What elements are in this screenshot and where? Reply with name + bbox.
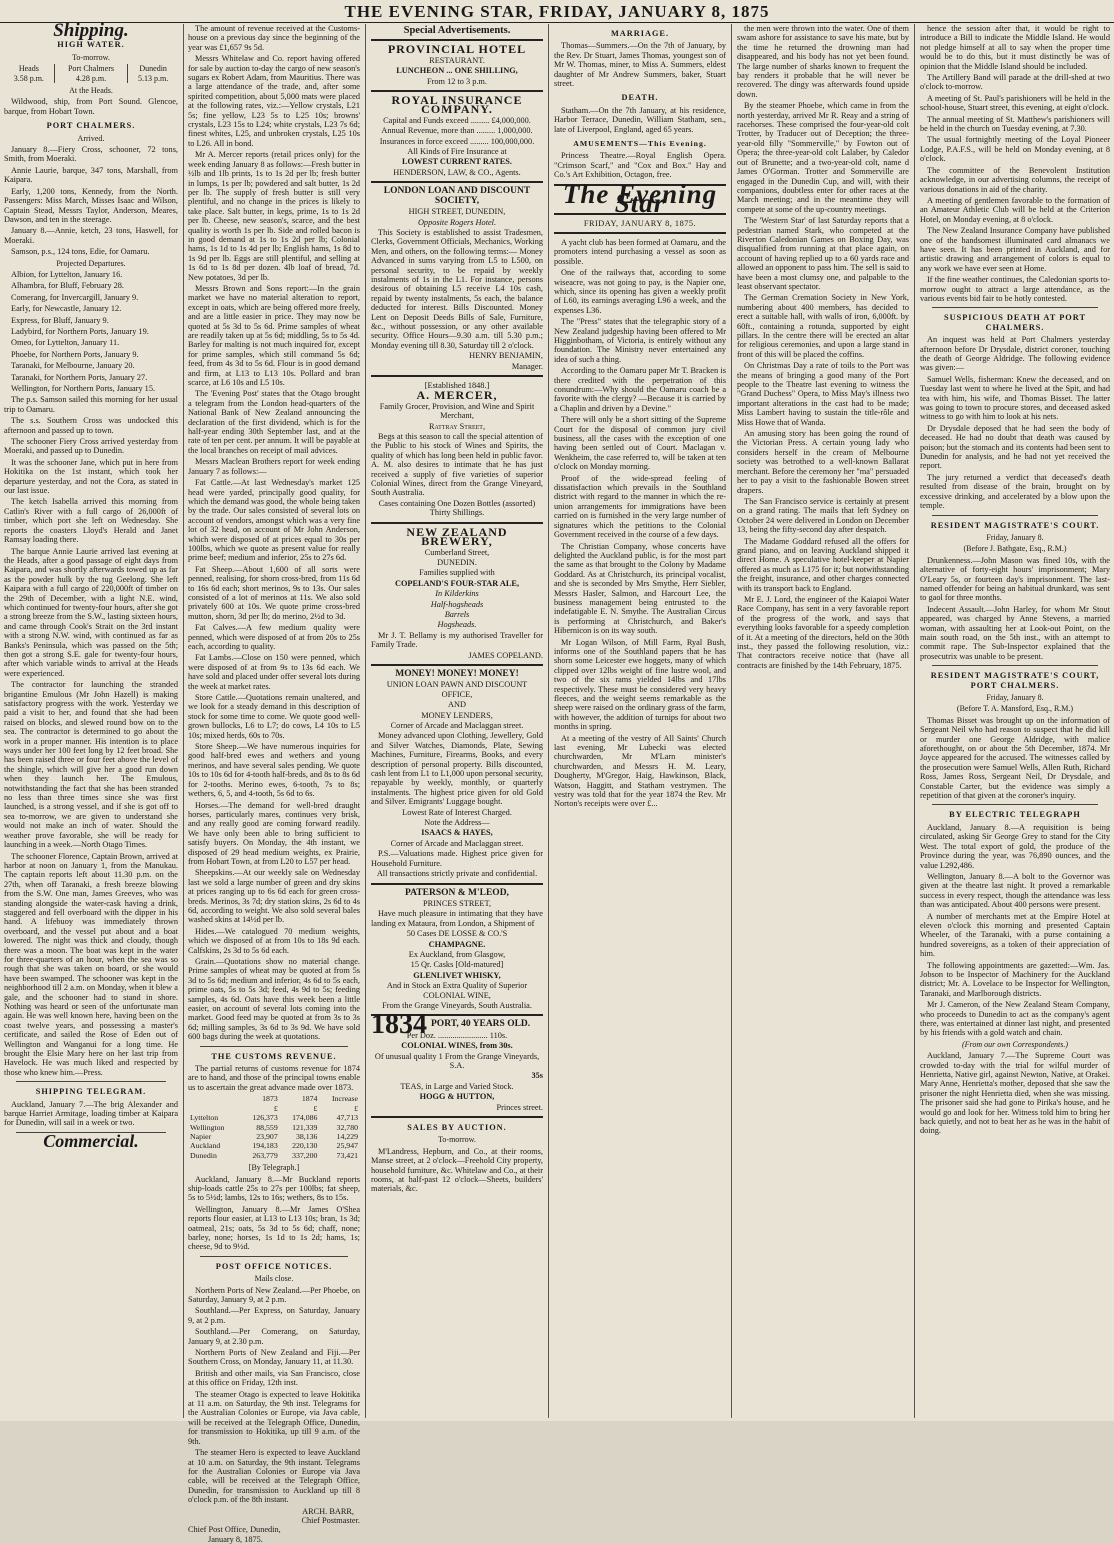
paragraph: Grain.—Quotations show no material change. Prime samples of wheat may be quoted at from 5s 3d to 5s 6d; medium and inferior, 4s 6d to 5s each, prime oats, 5s to 5s 3d; feed, 4s 9d to 5s; feeding samples, 4s 6d. Oats have this week been a little easier, on account of several lots coming into the market. Good feed may be quoted at from 3s to 3s 6d; milling samples, 3s 6d to 3s 9d. We have sold 600 bags during the week at quotations. [188,957,360,1042]
paragraph: Messrs Whitelaw and Co. report having offered for sale by auction to-day the cargo of new season's sugars ex Robert Adam, from Mauritius. There was a large attendance of the trade, and, after some spirited competition, about 5,000 mats were placed at the following rates, viz.:—Yellow crystals, L21 5s; fine yellow, L23 5s to L25 10s; browns' crystals, L23 15s to L24; white crystals, L23 7s 6d; finest whites, L25, and unbroken crystals, L25 10s to L26. All in bond. [188,54,360,148]
suspicious-death-body [920,335,1110,510]
column-rule [183,24,184,1418]
commercial-body [188,24,360,1042]
projected-title: Projected Departures. [56,258,126,268]
paragraph: The s.s. Southern Cross was undocked this afternoon and passed up to town. [4,416,178,435]
ad-body: Begs at this season to call the special attention of the Public to his stock of Wines and Spirits, the quality of which has long been held in public favor. A. M. also desires to intimate that he has just received a supply of five varieties of superior Colonial Wines, direct from the Grange Vineyard, South Australia. [371,432,543,498]
shipping-telegram-title: SHIPPING TELEGRAM. [35,1087,147,1097]
shipping-heading: Shipping. [53,20,129,41]
marriage-text: Thomas—Summers.—On the 7th of January, by the Rev. Dr Stuart, James Thomas, youngest son of Mr W. Thomas, miner, to Miss A. Summers, eldest daughter of Mr Andrew Summers, baker, Stuart street. [554,41,726,89]
paragraph: Albion, for Lyttelton, January 16. [11,269,123,279]
telegraph-list [188,1175,360,1252]
table-cell: 38,136 [295,1131,318,1141]
paragraph: Dr Drysdale deposed that he had seen the body of deceased. He had no doubt that death was caused by poison; but the stomach and its contents had been sent to Dunedin for analysis, and he had not yet received the report. [920,423,1110,471]
paragraph: Indecent Assault.—John Harley, for whom Mr Stout appeared, was charged by Anne Stevens, a married woman, with assaulting her at Look-out Point, on the main south road, on the 5th inst., with an attempt to commit rape. The Sub-Inspector explained that the prosecutrix was unable to be present. [920,604,1110,661]
masthead [0,0,1114,23]
table-cell: Increase [332,1094,358,1104]
tide-table [4,64,178,83]
customs-intro: The partial returns of customs revenue for 1874 are to hand, and those of the principal towns enable us to ascertain the great advance made over 1873. [188,1064,360,1092]
column-news [737,24,909,1418]
table-cell: Wellington [190,1122,225,1132]
table-cell: 14,229 [336,1131,358,1141]
divider [554,232,726,234]
ad-body: This Society is established to assist Tradesmen, Clerks, Government Officials, Mechanics, Working Men, and others, on the following terms:— Money Advanced in sums varying from L5 to L500, on personal security, to be repaid by weekly instalments of 1s in the L1. For instance, persons desirous of obtaining L5 receive L4 10s cash, repaid by twenty instalments, 5s each, the balance deducted for interest. Bills Discounted. Money Lent on Deposit Deeds Bills of Sale, Furniture, &c., without possession, or any other available security. Office Hours—9.30 a.m. till 5.30 p.m.; Monday evening till 8.30, Saturday till 2 o'clock. [371,227,543,350]
table-cell: 121,339 [292,1122,318,1132]
paragraph: Mr E. J. Lord, the engineer of the Kaiapoi Water Race Company, has sent in a very favorable report of the progress of the work, and says that everything looks favorable for a speedy completion of it. At a meeting of the directors, held on the 30th inst., they passed the following resolution, viz.: That contractors receive notice that (have all contracts are finished by the 14th February, 1875. [737,594,909,670]
paragraph: Ladybird, for Northern Ports, January 19. [11,326,149,336]
ad-line: Ex Auckland, from Glasgow, [408,949,506,959]
ad-mercer [371,381,543,518]
divider [371,522,543,524]
paragraph: The "Press" states that the telegraphic story of a New Zealand judgeship having been offered to Mr Higginbotham, of Victoria, is entirely without any foundation. The Ministry never entertained any idea of such a thing. [554,317,726,364]
paragraph: Fat Sheep.—About 1,600 of all sorts were penned, realising, for shorn cross-bred, from 11s 6d to 16s 6d each; short merinos, 9s to 13s. Our sales consisted of a lot of merinos at 11s. We also sold privately 600 at 10s. We quote prime cross-bred mutton, shorn, 3d per lb; do merino, 2½d to 3d. [188,564,360,621]
divider [932,804,1098,805]
paragraph: The Christian Company, whose concerts have delighted the Auckland public, is for the most part the same as that brought to the Colony by Madame Goddard. As at Christchurch, its principal vocalist, and she is seconded by Mrs Smythe, Herr Siebler, Messrs Hasler, Salmon, and Harcourt Lee, the business management being entrusted to the indefatigable E. N. Smythe. The Australian Circus is performing at Christchurch, and Baker's Hibernicon is on its way south. [554,541,726,636]
paragraph: The San Francisco service is certainly at present on a grand rating. The mails that left Sydney on October 24 were delivered in London on December 13, being the fifty-second day after despatch. [737,496,909,535]
paragraph: A meeting of gentlemen favorable to the formation of an Amateur Athletic Club will be held at the Criterion Hotel, on Monday evening, at 8 o'clock. [920,195,1110,224]
paragraph: Wellington, January 8.—Mr James O'Shea reports flour easier, at L13 to L13 10s; bran, 1s 3d; oatmeal, 21s; oats, 5s 3d to 5s 6d; chaff, none; barley, none; horses, 1s 1d to 1s 2d; hams, 1s; cheese, 9d to 9½d. [188,1204,360,1252]
column-advertisements [371,24,543,1418]
editorial-date: FRIDAY, JANUARY 8, 1875. [583,218,697,228]
ad-money [371,670,543,879]
post-signed-role: Chief Postmaster. [301,1515,360,1525]
at-heads-title: At the Heads. [69,86,113,96]
ad-line: Barrels [444,609,470,619]
paragraph: Wellington, for Northern Ports, January 15. [11,384,156,393]
paragraph: Sheepskins.—At our weekly sale on Wednesday last we sold a large number of green and dry skins at prices ranging up to 6s 6d each for green cross-breds. Merinos, 3s 7d; dry station skins, 2s 6d to 4s 6d, according to weight. We also sold several bales washed skins at 14½d per lb. [188,868,360,925]
ad-body: Mr J. T. Bellamy is my authorised Traveller for Family Trade. [371,630,543,650]
ad-line: HENDERSON, LAW, & CO., Agents. [393,167,521,177]
divider [371,664,543,666]
customs-title: THE CUSTOMS REVENUE. [211,1051,337,1061]
news-body-2 [920,24,1110,303]
electric-telegraph-title: BY ELECTRIC TELEGRAPH [949,810,1081,820]
divider [932,515,1098,516]
divider [371,39,543,41]
paragraph: Northern Ports of New Zealand.—Per Phoebe, on Saturday, January 9, at 2 p.m. [188,1285,360,1304]
ad-sign: HENRY BENJAMIN, [469,351,543,361]
ad-line: 15 Qr. Casks [Old-matured] [410,960,504,970]
ad-line: Family Grocer, Provision, and Wine and Spirit Merchant, [379,401,535,421]
ad-body: P.S.—Valuations made. Highest price given for Household Furniture. [371,849,543,868]
ad-line: From the Grange Vineyards, South Australia. [382,1000,532,1010]
paragraph: A number of merchants met at the Empire Hotel at eleven o'clock this morning and presented Captain Wheeler, of the Taranaki, with a purse containing a hundred sovereigns, as a token of their appreciation of him. [920,911,1110,959]
table-cell: 1873 [262,1094,278,1104]
amusements-text: Princess Theatre.—Royal English Opera. "Crimson Scarf," and "Cox and Box." Hay and Co.'s Art Exhibition, Octagon, free. [554,151,726,180]
paragraph: The New Zealand Insurance Company have published one of the handsomest illuminated card almanacs we have seen. It has been printed in Auckland, and for artistic drawing and arrangement of colors is equal to any work we have ever seen at Home. [920,226,1110,273]
table-cell: £ [354,1103,358,1113]
paragraph: hence the session after that, it would be right to introduce a Bill to indicate the Middle Island. He would not pledge himself at all to say when the proper time would be to do this, but it must distinctly be was of opinion that the Middle Island should be included. [920,24,1110,71]
paragraph: Southland.—Per Express, on Saturday, January 9, at 2 p.m. [188,1306,360,1325]
divider [371,181,543,183]
tide-val-heads: 3.58 p.m. [13,73,44,83]
amusements-title: AMUSEMENTS—This Evening. [573,139,707,149]
table-row [188,1132,360,1141]
divider [200,1256,348,1257]
paragraph: the men were thrown into the water. One of them swam ashore for assistance to save his mate, but by the time he returned the drowning man had disappeared, and his body has not yet been found. The large number of sharks known to frequent the bay renders it probable that he will never be recovered. The dingy was afterwards found upside down. [737,24,909,99]
paragraph: There will only be a short sitting of the Supreme Court for the disposal of common jury civil business, all the cases with the exception of one having been settled out of Court. Maclagan v. Wenkheim, the case referred to, will be taken at ten o'clock on Monday morning. [554,415,726,472]
ad-line: UNION LOAN PAWN AND DISCOUNT OFFICE, [386,680,528,699]
table-cell: 220,130 [292,1141,318,1151]
rm-court-date: Friday, January 8. [986,532,1044,542]
paragraph: The 'Western Star' of last Saturday reports that a pedestrian named Stark, who competed at the Riverton Caledonian Games on Boxing Day, was disqualified from running at that place again, on account of having replied up to a 60 yards race and allowed an opponent to pass him. The sell is said to have been a most clumsy one, and palpable to the least observant spectator. [737,216,909,291]
paragraph: Taranaki, for Melbourne, January 20. [11,361,135,371]
ad-line: Families supplied with [419,568,495,578]
column-rule [365,24,366,1418]
divider [16,1081,166,1082]
ad-title: NEW ZEALAND BREWERY, [406,524,508,549]
paragraph: The p.s. Samson sailed this morning for her usual trip to Oamaru. [4,395,178,414]
paragraph: According to the Oamaru paper Mr T. Bracken is there credited with the perpetration of this conundrum:—Why should the Oamaru coach be a favorite with the clergy? —Because it is carried by a Chaplin and driven by a Devine." [554,366,726,413]
tide-col-port: Port Chalmers [54,64,128,73]
table-cell: 32,780 [336,1122,358,1132]
ad-line: Annual Revenue, more than ......... 1,000,000. [381,126,533,136]
paragraph: Wellington, January 8.—A bolt to the Governor was given at the theatre last night. It proved a remarkable success in every respect, though the attendance was less than was anticipated. About 400 persons were present. [920,871,1110,910]
pc-court-date: Friday, January 8. [986,693,1044,702]
paragraph: Express, for Bluff, January 9. [11,315,109,325]
paragraph: Annie Laurie, barque, 347 tons, Marshall, from Kaipara. [4,165,178,185]
ad-title: LONDON LOAN AND DISCOUNT SOCIETY, [383,186,531,206]
correspondents-text: Auckland, January 7.—The Supreme Court was crowded to-day with the trial for wilful murder of Henrietta, Native girl, against Newton, Native, at Orakei. Mary Anne, Henrietta's mother, deposed that she saw the prisoner the night Henrietta died, when she was missing. The prisoner said she had gone to Pirika's house, and he would go and look for her. Witness told him to bring her back quietly, and not to beat her as he was in the habit of doing. [920,1051,1110,1136]
paragraph: January 8.—Annie, ketch, 23 tons, Haswell, for Moeraki. [4,226,178,245]
ad-title: MONEY! MONEY! MONEY! [395,668,519,679]
paragraph: January 8.—Fiery Cross, schooner, 72 tons, Smith, from Moeraki. [4,145,178,164]
paragraph: Horses.—The demand for well-bred draught horses, particularly mares, continues very brisk, and any really good are coming forward readily. We have only been able to bring sufficient to satisfy buyers. On Monday, the 4th instant, we disposed of 29 head medium weights, ex Prairie, from Hobart Town, at from L20 to L57 per head. [188,800,360,866]
rm-court-title: RESIDENT MAGISTRATE'S COURT. [930,520,1100,530]
paragraph: A yacht club has been formed at Oamaru, and the promoters intend purchasing a vessel as soon as possible. [554,237,726,266]
masthead-title: THE EVENING STAR, FRIDAY, JANUARY 8, 1875 [344,2,770,21]
tide-col-dunedin: Dunedin [128,64,178,73]
column-rule [548,24,549,1418]
ad-line: Hogsheads. [437,620,477,630]
column-shipping [4,20,178,1418]
table-cell: Auckland [190,1141,221,1151]
sales-title: SALES BY AUCTION. [407,1123,507,1133]
projected-list [4,270,178,393]
paragraph: At a meeting of the vestry of All Saints' Church last evening, Mr Lubecki was elected churchwarden, Mr M'Larn minister's churchwarden, and Messrs H. M. Leary, Dougherty, M'Gregor, Haig, Hawkinson, Black, Watson, Haggitt, and Statham vestrymen. The vestry was told that for the year 1874 the Rev. Mr Norton's receipts were over £... [554,733,726,809]
paragraph: If the fine weather continues, the Caledonian sports to-morrow ought to attract a large attendance, as the various events bid fair to be hotly contested. [920,275,1110,303]
paragraph: Phoebe, for Northern Ports, January 9. [11,349,139,359]
paragraph: Fat Cattle.—At last Wednesday's market 125 head were yarded, principally good quality, for which the demand was good, the whole being taken by the trade. Our sales consisted of several lots on account of vendors, amongst which was a very fine lot of 32 head, on account of Mr John Anderson, which were disposed of at prices equal to 30s per 100lbs, which we quote as present value for really prime beef; medium and inferior, 25s to 27s 6d. [188,478,360,563]
divider [371,375,543,377]
ad-line: TEAS, in Large and Varied Stock. [400,1081,514,1091]
table-cell: 1874 [301,1094,318,1104]
correspondents-note: (From our own Correspondents.) [961,1039,1069,1049]
commercial-heading: Commercial. [43,1130,139,1151]
port-chalmers-title: PORT CHALMERS. [46,121,136,131]
paragraph: The amount of revenue received at the Customs-house on a previous day since the beginning of the year was £1,657 9s 5d. [188,24,360,52]
ad-title: ROYAL INSURANCE COMPANY. [391,93,523,117]
paragraph: By the steamer Phoebe, which came in from the north yesterday, arrived Mr R. Reay and a string of racehorses. These comprised the four-year-old colt Trotter, by Traducer out of Deception; the three-year-old filly "Sommerville," by Fowton out of Opera; the three-year-old colt Lalaber, by Caledor out of Brunette; and a two-year-old colt, name d James O'Gorman. Trotter and Sommerville are engaged in the Dunedin Cup, and will, with their companions, doubtless enter for other races at the March meeting; and in the meantime they will compete at some of the up-country meetings. [737,101,909,214]
paragraph: The Madame Goddard refused all the offers for grand piano, and on leaving Auckland shipped it direct Home. A speculative hotel-keeper at Napier offered as much as L175 for it; but notwithstanding the freight, insurance, and other charges connected with its transport back to England. [737,536,909,593]
paragraph: Samson, p.s., 124 tons, Edie, for Oamaru. [11,247,150,257]
paragraph: The German Cremation Society in New York, numbering about 400 members, has decided to erect a suitable hall, with walls of iron, 6,000ft. by 60ft., containing a rotunda, supported by eight pillars. In the centre there will be erected an altar for religious ceremonies, and upon a large stand in front of this will be placed the coffins. [737,293,909,359]
death-text: Statham.—On the 7th January, at his residence, Harbor Terrace, Dunedin, William Statham, sen., late of Liverpool, England, aged 65 years. [554,105,726,134]
arrived-list [4,145,178,256]
paragraph: An inquest was held at Port Chalmers yesterday afternoon before Dr Drysdale, district coroner, touching the death of George Aldridge. The following evidence was given:— [920,335,1110,373]
at-heads-text: Wildwood, ship, from Port Sound. Glencoe, barque, from Hobart Town. [4,97,178,116]
table-cell: £ [273,1103,278,1113]
paragraph: One of the railways that, according to some wiseacre, was not going to pay, is the Napier one, which, since its opening has given a weekly profit of L60, its earnings averaging L96 a week, and the expenses L36. [554,268,726,315]
post-list [188,1286,360,1505]
paragraph: The contractor for launching the stranded brigantine Emulous (Mr John Hazell) is making satisfactory progress with the work. Yesterday we paid a visit to her, and found that she had been raised on blocks, and slewed round bow on to the sea. The contractor is determined to go about the work in a proper manner. His intention is to place ways under her 100 feet long by 12 feet broad. She has been raised three or four feet above the level of the shingle, which will give her a good run down when they launch her. The Emulous, notwithstanding the fact that she has been stranded no less than three times since she was first launched, is a strong vessel, and if she is got off to sea to-morrow, we are given to understand she would not make an inch of water. Should the weather prove favorable, she will be ready for launching in a week.—North Otago Times. [4,680,178,850]
column-editorial [554,24,726,1418]
arrived-title: Arrived. [77,133,105,143]
ad-line: Lowest Rate of Interest Charged. [402,807,512,817]
marriage-title: MARRIAGE. [610,29,670,38]
paragraph: Alhambra, for Bluff, February 28. [11,281,124,291]
paragraph: The schooner Fiery Cross arrived yesterday from Moeraki, and passed up to Dunedin. [4,437,178,456]
evening-star-masthead: The Evening Star [562,178,718,219]
ad-sign: JAMES COPELAND. [468,650,543,660]
ad-sign-role: Manager. [511,361,543,371]
editorial-body [554,238,726,809]
paragraph: It was the schooner Jane, which put in here from Hokitika on the 1st instant, which took her departure yesterday, and not the Cora, as stated in our last issue. [4,457,178,496]
paragraph: Auckland, January 8.—Mr Buckland reports ship-loads cattle 25s to 27s per 100lbs; fat sheep, 5s to 5½d; lambs, 12s to 16s; wethers, 8s to 15s. [188,1174,360,1203]
divider [932,307,1098,308]
ad-title: PROVINCIAL HOTEL [387,42,527,57]
paragraph: Southland.—Per Comerang, on Saturday, January 9, at 2.30 p.m. [188,1327,360,1346]
divider [932,665,1098,666]
table-cell: 73,421 [336,1150,358,1160]
ad-title: PORT, 40 YEARS OLD. [431,1019,531,1030]
table-row [188,1123,360,1132]
ad-line: Cases containing One Dozen Bottles (assorted) Thirty Shillings. [378,498,536,518]
paragraph: The steamer Otago is expected to leave Hokitika at 11 a.m. on Saturday, the 9th inst. Telegrams for the Australian Colonies or Europe, via Java cable, will be received at the Telegraph Office, Dunedin, for transmission to Hokitika, up till 9 a.m. of the 9th. [188,1389,360,1446]
table-cell: Napier [190,1131,212,1141]
electric-telegraph-body [920,823,1110,1038]
ad-line: PRINCES STREET, [422,898,492,908]
ad-line: ISAACS & HAYES, [421,828,493,838]
paragraph: The usual fortnightly meeting of the Loyal Pioneer Lodge, P.A.F.S., will be held on Monday evening, at 8 o'clock. [920,135,1110,164]
sales-text: M'Landress, Hepburn, and Co., at their rooms, Manse street, at 2 o'clock—Freehold City property, household furniture, &c. Whitelaw and Co., at their rooms, at half-past 12 o'clock—Sheets, builders' materials, &c. [371,1146,543,1194]
paragraph: Taranaki, for Northern Ports, January 27. [11,372,148,382]
ad-body: Have much pleasure in intimating that they have landing ex Mataura, from London, a Shipment of [371,909,543,928]
ad-nz-brewery [371,524,543,660]
mails-close: Mails close. [254,1274,294,1284]
paragraph: The committee of the Benevolent Institution acknowledge, in our advertising columns, the receipt of various donations in aid of the charity. [920,165,1110,194]
ad-line: Opposite Rogers Hotel. [417,217,497,227]
table-cell: 47,713 [336,1113,358,1123]
death-title: DEATH. [621,93,659,103]
ad-year: 1834 [371,1009,427,1041]
column-rule [731,24,732,1418]
table-cell: 126,373 [252,1113,278,1123]
ad-line: Per Doz. ........................ 110s. [406,1030,508,1040]
rm-court-body [920,556,1110,661]
ad-line: Of unusual quality 1 From the Grange Vineyards, S.A. [374,1051,540,1070]
table-cell: 337,200 [292,1150,318,1160]
sales-subtitle: To-morrow. [438,1135,476,1145]
paragraph: British and other mails, via San Francisco, close at this office on Friday, 12th inst. [188,1368,360,1388]
table-cell [188,1104,240,1113]
column-courts [920,24,1110,1418]
table-row [188,1151,360,1160]
paragraph: Mr J. Cameron, of the New Zealand Steam Company, who proceeds to Dunedin to act as the company's agent there, was entertained at dinner last night, and presented by his friends with a gold watch and chain. [920,1000,1110,1038]
table-row [188,1104,360,1113]
paragraph: The schooner Florence, Captain Brown, arrived at harbor at noon on January 1, from the Manukau. The captain reports left about 11.30 p.m. on the 27th, when off Taranaki, a fresh breeze blowing from the S.W. One man, James Greeves, who was standing alongside the water-cask having a drink, staggered and fell overboard with the dipper in his hand. A lifebuoy was immediately thrown overboard, and the vessel put about and a boat lowered. The night was thick and cloudy, though there was a moon. The boat was kept in the water for three-quarters of an hour, when the sea was so rough that she was taken on board, or she would have been swamped. The schooner was kept in the neighborhood till 2 a.m. on Monday, when it blew a gale, and the schooner had to stand in shore. Nothing was heard or seen of the unfortunate man again. He was well known here, having been on the coast twelve years, and possessing a master's certificate, and sailed the Rose of Eden out of Wellington and Wanganui for a long time. He brought the Elsie Mary here on her last trip from Havelock. He was much liked and respected by those who knew him.—Press. [4,851,178,1077]
ad-title: PATERSON & M'LEOD, [405,887,509,898]
table-cell: 88,559 [256,1122,278,1132]
ad-line: Capital and Funds exceed ......... £4,000,000. [383,115,531,125]
paragraph: A meeting of St. Paul's parishioners will be held in the school-house, Stuart street, this evening, at eight o'clock. [920,93,1110,113]
ad-line: HIGH STREET, DUNEDIN, [408,207,506,217]
post-office-title: POST OFFICE NOTICES. [215,1261,333,1271]
column-rule [914,24,915,1418]
paragraph: Early, for Newcastle, January 12. [11,304,122,314]
post-date: January 8, 1875. [208,1534,263,1544]
table-cell [188,1094,240,1103]
ad-line: COPELAND'S FOUR-STAR ALE, [394,578,520,588]
paragraph: Auckland, January 8.—A requisition is being circulated, asking Sir George Grey to stand for the City West. The total export of gold, the produce of the Province during the year, was 76,890 ounces, and the value L292,486. [920,822,1110,870]
paragraph: Store Cattle.—Quotations remain unaltered, and we look for a steady demand in this description of stock for some time to come. We quote good well-grown bullocks, L6 to L7; do cows, L4 10s to L5 10s; mixed herds, 60s to 70s. [188,693,360,740]
ad-title: A. MERCER, [416,388,498,403]
table-cell: £ [313,1103,318,1113]
paragraph: Omeo, for Lyttelton, January 11. [11,338,120,348]
pc-court-text: Thomas Bisset was brought up on the information of Sergeant Neil who had reason to suspect that he did kill or murder one George Aldridge, with malice aforethought, on or about the 5th December, 1874. Mr Joyce appeared for the accused. The witnesses called by the prosecution were Samuel Wells, Allen Ruth, Richard Ross, James Ross, Sergeant Neil, Dr Drysdale, and Constable Carter, but the evidence was simply a repetition of that given at the coroner's inquiry. [920,715,1110,801]
paragraph: Drunkenness.—John Mason was fined 10s, with the alternative of forty-eight hours' imprisonment; Mary O'Leary 5s, or fourteen day's imprisonment. The last-named offender for being an habitual drunkard, was sent to gaol for three months. [920,555,1110,603]
paragraph: The Artillery Band will parade at the drill-shed at two o'clock to-morrow. [920,73,1110,92]
ad-price: 35s [531,1071,543,1081]
ad-line: COLONIAL WINES, from 30s. [401,1041,513,1051]
paragraph: Store Sheep.—We have numerous inquiries for good half-bred ewes and wethers and young merinos, and have several sales pending. We quote 10s to 10s 6d for 4-tooth half-breds, and 8s to 8s 6d for 2-tooths. Merino ewes, 6-tooth, 7s to 8s; wethers, 6, 5, and 4-tooth, 5s 6d to 6s. [188,742,360,799]
ad-line: Insurances in force exceed ......... 100,000,000. [379,136,535,146]
ad-line: All Kinds of Fire Insurance at [407,147,507,157]
post-signed: ARCH. BARR, [302,1506,354,1516]
paragraph: The 'Evening Post' states that the Otago brought a telegram from the London head-quarters of the National Bank of New Zealand announcing the declaration of the first dividend, which is for the half-year ending 30th September last, and at the rate of ten per cent. per annum. It will be payable at the local branches on receipt of mail advices. [188,389,360,455]
customs-table [188,1094,360,1160]
suspicious-death-title: SUSPICIOUS DEATH AT PORT CHALMERS. [944,313,1086,332]
table-row [188,1094,360,1103]
ad-line: In Kilderkins [435,589,479,599]
divider [371,883,543,885]
paragraph: Fat Calves.—A few medium quality were penned, which were disposed of at from 20s to 25s each, according to quality. [188,623,360,651]
ad-line: LUNCHEON ... ONE SHILLING, [396,66,518,76]
pc-court-before: (Before T. A. Mansford, Esq., R.M.) [956,704,1074,714]
table-cell: 23,907 [256,1131,278,1141]
ad-loan-society [371,187,543,371]
ad-line: LOWEST CURRENT RATES. [402,157,512,167]
paragraph: The jury returned a verdict that deceased's death resulted from disease of the brain, brought on by excessive drinking, and accelerated by a blow upon the temple. [920,472,1110,511]
table-cell: 194,183 [252,1141,278,1151]
paragraph: Proof of the wide-spread feeling of dissatisfaction which prevails in the Southland district with regard to the manner in which the re-union arrangements for immigrations have been carried on is furnished in the very large number of signatures which the petitions to the Colonial Government received in the course of a few days. [554,473,726,540]
ad-line: Corner of Arcade and Maclaggan street. [390,838,524,848]
table-cell: 25,947 [336,1141,358,1151]
ad-line: 50 Cases DE LOSSE & CO.'S [406,929,508,939]
ad-body: Money advanced upon Clothing, Jewellery, Gold and Silver Watches, Diamonds, Plate, Sewing Machines, Furniture, Firearms, Books, and every description of personal property. Bills discounted, cash lent from L1 to L1,000 upon personal security, repayable by weekly, monthly, or quarterly instalments. The highest price given for old Gold and Silver. Emigrants' Luggage bought. [371,731,543,807]
paragraph: Messrs Brown and Sons report:—In the grain market we have no material alteration to report, except in oats, which are being offered more freely, and are a little easier in price. They may now be quoted at 5s 3d to 5s 6d. Prime samples of wheat are readily taken up at 5s 6d; middling, 5s to 5s 4d. Barley for malting is not much inquired for, except for prime samples, which still command 5s 6d; feed, from 4s 3d to 5s 6d. Flour is in good demand and firm, at L13 to L13 10s. Pollard and bran scarce, at L6 10s and L5 10s. [188,283,360,388]
paragraph: Messrs Maclean Brothers report for week ending January 7 as follows:— [188,457,360,476]
ad-line: Corner of Arcade and Maclaggan street. [390,721,524,730]
tide-val-dunedin: 5.13 p.m. [128,74,178,83]
ad-line: CHAMPAGNE. [428,939,486,949]
special-ads-title: Special Advertisements. [403,25,511,36]
ad-line: From 12 to 3 p.m. [427,76,487,86]
ad-paterson [371,889,543,1011]
ad-line: HOGG & HUTTON, [419,1092,495,1102]
tide-col-heads: Heads [18,64,39,74]
paragraph: Northern Ports of New Zealand and Fiji.—Per Southern Cross, on Monday, January 11, at 11.30. [188,1348,360,1367]
table-cell: Lyttelton [190,1113,219,1123]
ad-line: Princes street. [496,1102,543,1112]
shipping-telegram-text: Auckland, January 7.—The brig Alexander and barque Harriet Armitage, loading timber at Kaipara for Dunedin, will sail in a week or two. [4,1099,178,1128]
ad-provincial-hotel [371,42,543,86]
paragraph: The annual meeting of St. Matthew's parishioners will be held in the church on Tuesday evening, at 7.30. [920,114,1110,134]
divider [200,1046,348,1047]
ad-line: Note the Address— [424,818,490,828]
post-office-line: Chief Post Office, Dunedin, [188,1525,281,1535]
paragraph: Mr A. Mercer reports (retail prices only) for the week ending January 8 as follows:—Fresh butter in ½lb and 1lb prints, 1s to 1s 2d per lb; fresh butter in lumps, 1s per lb; powdered and salt butter, 1s 2d per lb. The supply of fresh butter is still very plentiful, and no change in the prices is likely to take place. Salt butter, in kegs, prime, 1s to 1s 2d per lb. Cheese, new season's, scarce, and the best quality is worth 1s per lb. Side and rolled bacon is in good demand at 1s to 1s 2d per lb; Colonial hams, 1s 1d to 1s 4d per lb; English hams, 1s 8d to 1s 9d per lb. Eggs are still plentiful, and selling at 1s 6d to 1s 8d per dozen. 4lb loaf of bread, 7d. New potatoes, 3d per lb. [188,150,360,282]
divider [371,1116,543,1118]
paragraph: The following appointments are gazetted:—Wm. Jas. Jobson to be Inspector of Machinery for the Auckland district; Mr. A. Lovelace to be Inspector for Wellington, Taranaki, and Marlborough districts. [920,960,1110,998]
tide-title: HIGH WATER. [57,40,125,50]
paragraph: Fat Lambs.—Close on 150 were penned, which were disposed of at from 9s to 13s 6d each. We have sold and placed under offer several lots during the week at market rates. [188,653,360,691]
paragraph: Hides.—We catalogued 70 medium weights, which we disposed of at from 10s to 18s 9d each. Calfskins, 2s 3d to 5s 6d each. [188,926,360,955]
ad-line: All transactions strictly private and confidential. [376,869,538,879]
ad-line: Rattray Street, [428,421,486,431]
news-body [737,24,909,670]
table-row [188,1113,360,1122]
table-row [188,1141,360,1150]
ad-line: AND [448,700,466,710]
ad-port-1834 [371,1009,543,1112]
ad-line: DUNEDIN. [437,557,477,567]
ad-line: GLENLIVET WHISKY, [413,970,501,980]
paragraph: The steamer Hero is expected to leave Auckland at 10 a.m. on Saturday, the 9th instant. Telegrams for the Australian Colonies or Europe via Java cable, will be received at the Telegraph Office, Dunedin, for transmission to Auckland up till 8 o'clock p.m. of the 8th instant. [188,1448,360,1505]
ad-line: And in Stock an Extra Quality of Superior COLONIAL WINE, [386,981,528,1000]
tide-subtitle: To-morrow. [72,52,110,62]
ad-line: [Established 1848.] [424,381,490,390]
by-telegraph: [By Telegraph.] [248,1163,300,1173]
ad-line: Half-hogsheads [430,599,484,609]
paragraph: Samuel Wells, fisherman: Knew the deceased, and on Tuesday last went to where he lived at the Spit, and had tea with him, his wife, and Thomas Bisset. The latter was going to town to procure stores, and deceased asked witness to go with him to look at his nets. [920,374,1110,422]
paragraph: Comerang, for Invercargill, January 9. [11,292,139,302]
ad-line: Cumberland Street, [424,547,490,557]
table-cell: Dunedin [190,1150,217,1160]
divider [371,90,543,92]
tide-val-port: 4.28 p.m. [54,74,128,83]
paragraph: Early, 1,200 tons, Kennedy, from the North. Passengers: Miss March, Misses Isaac and Wilson, Captain Stead, Messrs Taylor, Anderson, Meares, Dawson, and ten in the steerage. [4,186,178,224]
pc-court-title: RESIDENT MAGISTRATE'S COURT, PORT CHALMERS. [930,671,1100,690]
ad-line: MONEY LENDERS, [421,710,493,720]
paragraph: An amusing story has been going the round of the Victorian Press. A certain young lady who considers herself in the cream of Melbourne society was betrothed to a well-known Ballarat merchant. Before the ceremony her "ma" persuaded her to pay a visit to the fashionable Bowen street drapers. [737,429,909,495]
column-commercial [188,24,360,1544]
table-cell: 174,086 [292,1113,318,1123]
paragraph: The ketch Isabella arrived this morning from Catlin's River with a full cargo of 26,000ft of timber, which port she left on Wednesday. She reports the coasters Lloyd's Herald and Janet Ramsay loading there. [4,497,178,545]
shipping-body [4,395,178,1077]
paragraph: On Christmas Day a rate of toils to the Port was the means of bringing a good many of the Port people to the Theatre last evening to witness the "Grand Duchess" Opera, to Miss May's illness two important alterations in the cast had to be made; Miss Lambert having to sustain the title-rôle and Miss Howe that of Wanda. [737,361,909,427]
paragraph: Mr Logan Wilson, of Mill Farm, Ryal Bush, informs one of the Southland papers that he has shorn some Leicester ewe hoggets, many of which clipped over 12lbs weight of fine lustre wool, and two of the six rams yielded 14lbs and 17lbs respectively. These must be considered very heavy fleeces, and the weight seems remarkable as the sheep were raised on the ordinary grass of the farm, with however, the addition of turnips for about two months in spring. [554,637,726,732]
rm-court-before: (Before J. Bathgate, Esq., R.M.) [963,544,1067,554]
ad-royal-insurance [371,93,543,177]
paragraph: The barque Annie Laurie arrived last evening at the Heads, after a good passage of eight days from Kaipara, and was shortly afterwards towed up as far as the powder hulk by the tug Geelong. She left Kaipara with a full cargo of 220,000ft of timber on the 29th of December, with a light N.E. wind, which continued for twenty-four hours, after she got a strong breeze from the S.W., lasting sixteen hours, and came through Cook's Strait on the 3rd instant with a strong N.W. wind, with continued as far as Banks's Peninsula, which was passed on the 5th; then got a strong S.E. gale for twenty-four hours, after which variable winds to arrival at the Heads were experienced. [4,546,178,678]
table-cell: 263,779 [252,1150,278,1160]
ad-line: RESTAURANT. [429,55,485,65]
